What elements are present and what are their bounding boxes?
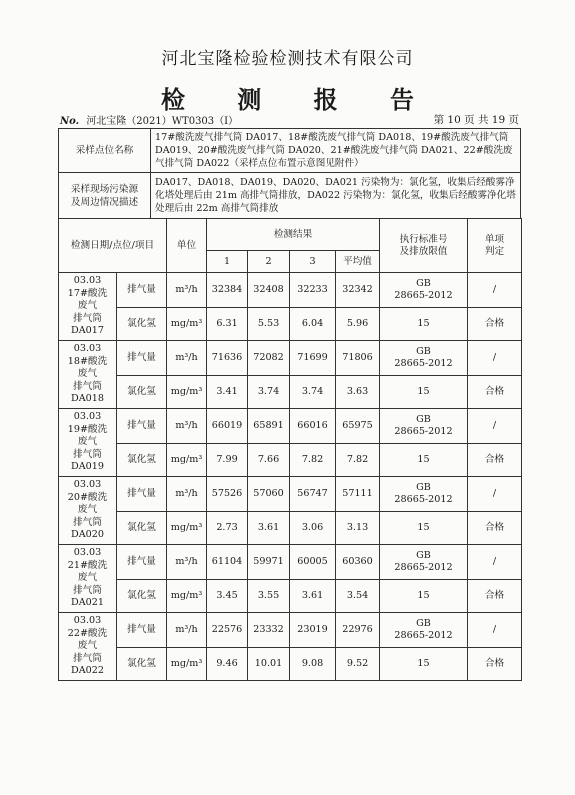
- unit-cell: mg/m³: [167, 648, 207, 681]
- point-line: 03.03: [73, 547, 102, 559]
- result-2-cell: 59971: [248, 545, 290, 580]
- header-row-1: [59, 219, 522, 251]
- point-line: 排气筒: [73, 312, 102, 324]
- result-3-cell: 71699: [290, 341, 336, 376]
- header-results: 检测结果: [207, 219, 380, 251]
- result-3-cell: 66016: [290, 409, 336, 444]
- average-cell: 5.96: [336, 308, 380, 341]
- verdict-cell: 合格: [468, 444, 522, 477]
- header-result-1: 1: [207, 251, 248, 273]
- average-cell: 3.13: [336, 512, 380, 545]
- verdict-cell: 合格: [468, 648, 522, 681]
- point-cell: [59, 477, 117, 545]
- average-cell: 3.54: [336, 580, 380, 613]
- result-3-cell: 23019: [290, 613, 336, 648]
- result-2-cell: 72082: [248, 341, 290, 376]
- header-standard-line-1: 执行标准号: [399, 233, 448, 245]
- standard-line: GB: [416, 414, 431, 425]
- verdict-cell: /: [468, 341, 522, 376]
- verdict-cell: /: [468, 273, 522, 308]
- point-line: 17#酸洗: [67, 287, 108, 299]
- result-2-cell: 7.66: [248, 444, 290, 477]
- average-cell: 65975: [336, 409, 380, 444]
- average-cell: 57111: [336, 477, 380, 512]
- standard-line: 28665-2012: [394, 426, 453, 437]
- table-row: [59, 580, 522, 613]
- report-meta: [60, 112, 519, 128]
- standard-line: GB: [416, 346, 431, 357]
- point-line: 03.03: [73, 479, 102, 491]
- result-1-cell: 3.41: [207, 376, 248, 409]
- point-line: DA021: [71, 597, 104, 609]
- point-line: DA019: [71, 461, 104, 473]
- standard-cell: [380, 376, 468, 409]
- verdict-cell: 合格: [468, 376, 522, 409]
- header-average: 平均值: [336, 251, 380, 273]
- result-1-cell: 66019: [207, 409, 248, 444]
- item-cell: 排气量: [117, 341, 167, 376]
- standard-line: 15: [417, 318, 430, 329]
- result-3-cell: 3.74: [290, 376, 336, 409]
- company-name: 河北宝隆检验检测技术有限公司: [161, 49, 414, 69]
- table-row: [59, 341, 522, 376]
- table-row: [59, 376, 522, 409]
- item-cell: 氯化氢: [117, 308, 167, 341]
- average-cell: 60360: [336, 545, 380, 580]
- result-1-cell: 3.45: [207, 580, 248, 613]
- average-cell: 71806: [336, 341, 380, 376]
- sampling-location-row: [59, 129, 521, 173]
- result-1-cell: 57526: [207, 477, 248, 512]
- table-row: [59, 613, 522, 648]
- sampling-location-label: 采样点位名称: [59, 129, 151, 173]
- standard-line: GB: [416, 550, 431, 561]
- result-2-cell: 32408: [248, 273, 290, 308]
- sampling-info-table: [58, 128, 521, 219]
- header-unit: 单位: [167, 219, 207, 273]
- unit-cell: m³/h: [167, 341, 207, 376]
- result-1-cell: 9.46: [207, 648, 248, 681]
- standard-line: 28665-2012: [394, 494, 453, 505]
- point-line: 03.03: [73, 275, 102, 287]
- result-1-cell: 7.99: [207, 444, 248, 477]
- point-line: 废气: [77, 640, 98, 652]
- result-2-cell: 65891: [248, 409, 290, 444]
- point-line: 22#酸洗: [67, 627, 108, 639]
- header-verdict-line-1: 单项: [484, 233, 505, 245]
- standard-cell: [380, 477, 468, 512]
- result-2-cell: 23332: [248, 613, 290, 648]
- point-line: 排气筒: [73, 380, 102, 392]
- unit-cell: mg/m³: [167, 376, 207, 409]
- standard-line: 15: [417, 658, 430, 669]
- point-line: 03.03: [73, 343, 102, 355]
- table-row: [59, 545, 522, 580]
- unit-cell: m³/h: [167, 613, 207, 648]
- point-line: 废气: [77, 572, 98, 584]
- standard-line: 15: [417, 386, 430, 397]
- result-3-cell: 3.06: [290, 512, 336, 545]
- standard-cell: [380, 648, 468, 681]
- result-3-cell: 3.61: [290, 580, 336, 613]
- result-2-cell: 3.55: [248, 580, 290, 613]
- standard-line: GB: [416, 278, 431, 289]
- standard-line: GB: [416, 618, 431, 629]
- report-number-value: 河北宝隆（2021）WT0303（Ⅰ）: [86, 116, 239, 127]
- standard-cell: [380, 512, 468, 545]
- result-2-cell: 3.74: [248, 376, 290, 409]
- unit-cell: mg/m³: [167, 308, 207, 341]
- report-number: [60, 112, 238, 127]
- average-cell: 7.82: [336, 444, 380, 477]
- standard-line: 28665-2012: [394, 290, 453, 301]
- standard-cell: [380, 545, 468, 580]
- result-3-cell: 6.04: [290, 308, 336, 341]
- point-line: 排气筒: [73, 584, 102, 596]
- table-row: [59, 512, 522, 545]
- unit-cell: m³/h: [167, 545, 207, 580]
- average-cell: 22976: [336, 613, 380, 648]
- standard-line: 28665-2012: [394, 562, 453, 573]
- standard-cell: [380, 580, 468, 613]
- item-cell: 排气量: [117, 545, 167, 580]
- header-result-2: 2: [248, 251, 290, 273]
- point-line: 废气: [77, 300, 98, 312]
- point-line: 21#酸洗: [67, 559, 108, 571]
- verdict-cell: /: [468, 409, 522, 444]
- result-2-cell: 3.61: [248, 512, 290, 545]
- item-cell: 氯化氢: [117, 648, 167, 681]
- verdict-cell: /: [468, 613, 522, 648]
- point-cell: [59, 273, 117, 341]
- environment-value: DA017、DA018、DA019、DA020、DA021 污染物为：氯化氢，收集后经酸雾净化塔处理后由 21m 高排气筒排放，DA022 污染物为：氯化氢，收集后经酸雾净化塔处理后由 22m 高排气筒排放: [151, 173, 521, 219]
- environment-label-line-1: 采样现场污染源: [70, 183, 139, 195]
- standard-line: GB: [416, 482, 431, 493]
- results-body: [59, 273, 522, 681]
- standard-line: 15: [417, 454, 430, 465]
- item-cell: 排气量: [117, 409, 167, 444]
- header-result-3: 3: [290, 251, 336, 273]
- unit-cell: mg/m³: [167, 444, 207, 477]
- point-line: 排气筒: [73, 516, 102, 528]
- standard-cell: [380, 444, 468, 477]
- header-standard-line-2: 及排放限值: [399, 245, 448, 257]
- environment-row: [59, 173, 521, 219]
- unit-cell: mg/m³: [167, 580, 207, 613]
- result-3-cell: 56747: [290, 477, 336, 512]
- verdict-cell: 合格: [468, 512, 522, 545]
- point-line: 03.03: [73, 615, 102, 627]
- standard-cell: [380, 409, 468, 444]
- unit-cell: m³/h: [167, 273, 207, 308]
- point-line: 03.03: [73, 411, 102, 423]
- table-row: [59, 648, 522, 681]
- point-cell: [59, 341, 117, 409]
- point-line: 18#酸洗: [67, 355, 108, 367]
- table-row: [59, 273, 522, 308]
- result-1-cell: 2.73: [207, 512, 248, 545]
- result-3-cell: 32233: [290, 273, 336, 308]
- result-3-cell: 7.82: [290, 444, 336, 477]
- header-verdict: [468, 219, 522, 273]
- table-row: [59, 308, 522, 341]
- point-line: 废气: [77, 504, 98, 516]
- standard-cell: [380, 341, 468, 376]
- verdict-cell: 合格: [468, 580, 522, 613]
- item-cell: 氯化氢: [117, 444, 167, 477]
- result-1-cell: 32384: [207, 273, 248, 308]
- result-1-cell: 22576: [207, 613, 248, 648]
- results-table: [58, 218, 522, 681]
- result-2-cell: 57060: [248, 477, 290, 512]
- item-cell: 排气量: [117, 477, 167, 512]
- page-info: 第 10 页 共 19 页: [433, 114, 519, 126]
- point-line: 20#酸洗: [67, 491, 108, 503]
- point-line: 排气筒: [73, 448, 102, 460]
- standard-line: 15: [417, 590, 430, 601]
- result-3-cell: 9.08: [290, 648, 336, 681]
- average-cell: 32342: [336, 273, 380, 308]
- point-line: 19#酸洗: [67, 423, 108, 435]
- result-2-cell: 5.53: [248, 308, 290, 341]
- standard-line: 28665-2012: [394, 358, 453, 369]
- standard-cell: [380, 613, 468, 648]
- standard-line: 15: [417, 522, 430, 533]
- report-number-label: No.: [60, 116, 80, 127]
- result-3-cell: 60005: [290, 545, 336, 580]
- point-line: DA017: [71, 325, 104, 337]
- header-standard: [380, 219, 468, 273]
- table-row: [59, 409, 522, 444]
- table-row: [59, 477, 522, 512]
- result-1-cell: 6.31: [207, 308, 248, 341]
- standard-line: 28665-2012: [394, 630, 453, 641]
- environment-label: [59, 173, 151, 219]
- sampling-location-value: 17#酸洗废气排气筒 DA017、18#酸洗废气排气筒 DA018、19#酸洗废气排气筒 DA019、20#酸洗废气排气筒 DA020、21#酸洗废气排气筒 DA021、22#酸洗废气排气筒 DA022（采样点位布置示意图见附件）: [151, 129, 521, 173]
- item-cell: 排气量: [117, 273, 167, 308]
- item-cell: 氯化氢: [117, 580, 167, 613]
- verdict-cell: 合格: [468, 308, 522, 341]
- environment-label-line-2: 及周边情况描述: [70, 196, 139, 208]
- result-1-cell: 71636: [207, 341, 248, 376]
- verdict-cell: /: [468, 545, 522, 580]
- standard-cell: [380, 308, 468, 341]
- average-cell: 3.63: [336, 376, 380, 409]
- header-date-point: 检测日期/点位/项目: [59, 219, 167, 273]
- table-row: [59, 444, 522, 477]
- unit-cell: m³/h: [167, 477, 207, 512]
- header-verdict-line-2: 判定: [484, 245, 505, 257]
- unit-cell: m³/h: [167, 409, 207, 444]
- item-cell: 排气量: [117, 613, 167, 648]
- point-line: 废气: [77, 368, 98, 380]
- point-line: DA020: [71, 529, 104, 541]
- point-cell: [59, 545, 117, 613]
- point-cell: [59, 409, 117, 477]
- point-line: 废气: [77, 436, 98, 448]
- point-line: DA022: [71, 665, 104, 677]
- result-1-cell: 61104: [207, 545, 248, 580]
- average-cell: 9.52: [336, 648, 380, 681]
- report-title: 检 测 报 告: [160, 85, 437, 114]
- point-cell: [59, 613, 117, 681]
- point-line: 排气筒: [73, 652, 102, 664]
- unit-cell: mg/m³: [167, 512, 207, 545]
- standard-cell: [380, 273, 468, 308]
- item-cell: 氯化氢: [117, 376, 167, 409]
- item-cell: 氯化氢: [117, 512, 167, 545]
- point-line: DA018: [71, 393, 104, 405]
- verdict-cell: /: [468, 477, 522, 512]
- result-2-cell: 10.01: [248, 648, 290, 681]
